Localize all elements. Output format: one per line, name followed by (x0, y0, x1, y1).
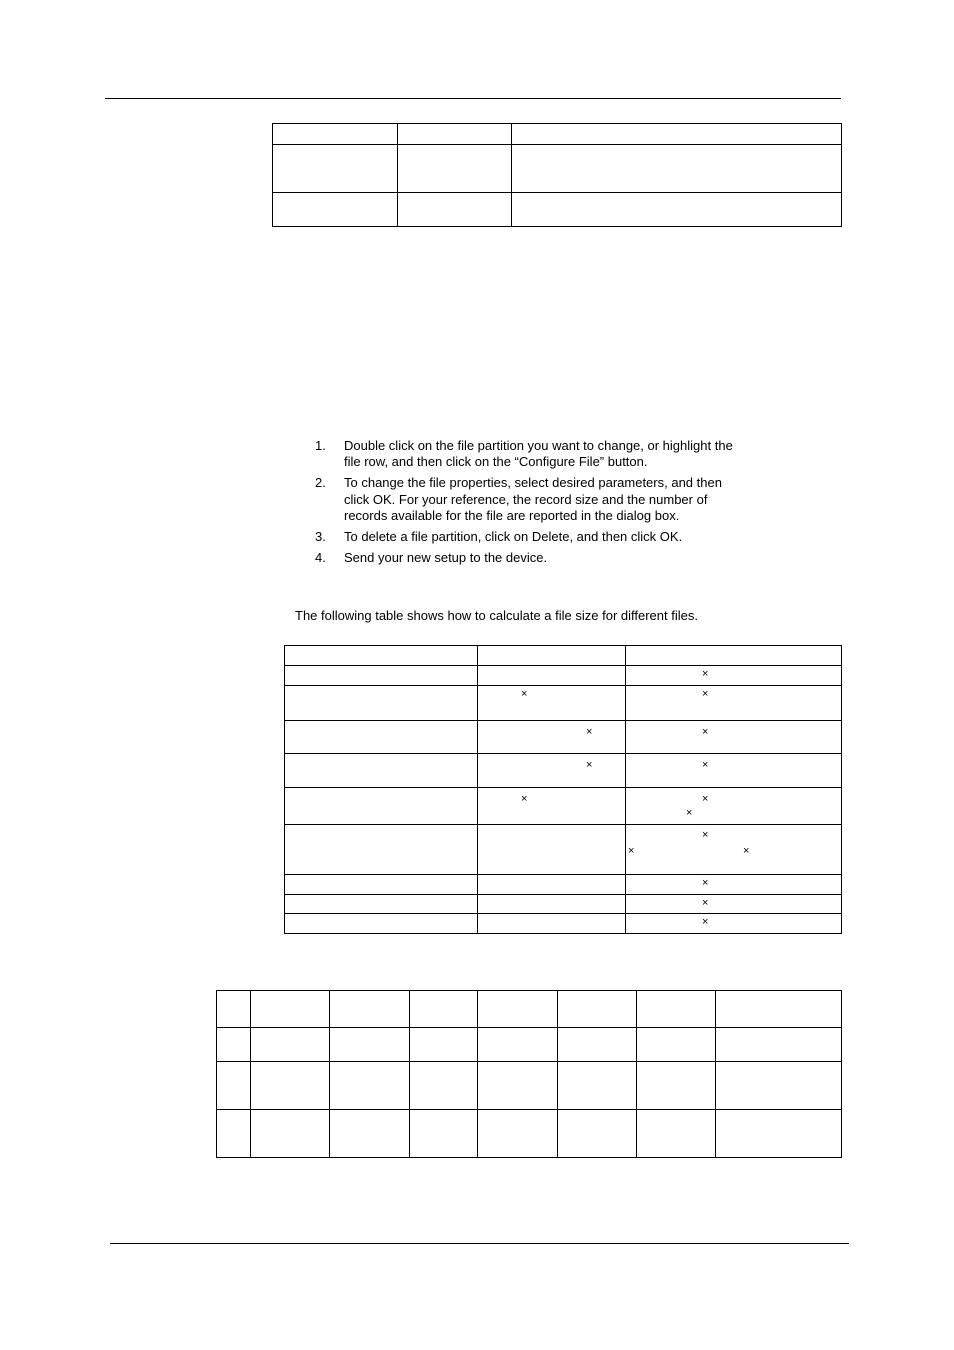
step-text: To delete a file partition, click on Delete, and then click OK. (344, 529, 683, 545)
file-size-table (284, 645, 842, 934)
times-sign: × (628, 845, 635, 857)
table-row (273, 193, 842, 227)
list-item (313, 438, 743, 471)
times-sign: × (702, 726, 709, 738)
table-row (217, 1110, 842, 1158)
table-row (285, 754, 842, 788)
times-sign: × (702, 668, 709, 680)
table-header-row (285, 646, 842, 666)
list-item (313, 550, 743, 566)
times-sign: × (702, 829, 709, 841)
times-sign: × (586, 726, 593, 738)
configure-file-steps (313, 438, 743, 571)
times-sign: × (586, 759, 593, 771)
header-rule (105, 98, 841, 99)
file-partitions-table (216, 990, 842, 1158)
table-header-row (273, 124, 842, 145)
table-row (217, 1028, 842, 1062)
table-row (285, 895, 842, 914)
times-sign: × (702, 897, 709, 909)
table-row (285, 914, 842, 934)
step-text: Double click on the file partition you want to change, or highlight the file row, and then click on the “Configure File” button. (344, 438, 733, 470)
table-row (273, 145, 842, 193)
size-table-intro: The following table shows how to calculate a file size for different files. (295, 608, 698, 623)
list-item (313, 475, 743, 524)
table-row (285, 686, 842, 721)
table-row (285, 825, 842, 875)
table-row (217, 1062, 842, 1110)
times-sign: × (702, 793, 709, 805)
footer-rule (110, 1243, 849, 1244)
times-sign: × (702, 688, 709, 700)
table-row (285, 875, 842, 895)
step-number: 2. (315, 475, 326, 491)
times-sign: × (521, 688, 528, 700)
table-header-row (217, 991, 842, 1028)
partition-options-table (272, 123, 842, 227)
table-row (285, 788, 842, 825)
list-item (313, 529, 743, 545)
times-sign: × (702, 759, 709, 771)
step-text: To change the file properties, select desired parameters, and then click OK. For your reference, the record size and the number of records available for the file are reported in the dialog box. (344, 475, 722, 523)
step-number: 3. (315, 529, 326, 545)
step-number: 4. (315, 550, 326, 566)
step-text: Send your new setup to the device. (344, 550, 548, 566)
table-row (285, 721, 842, 754)
times-sign: × (702, 916, 709, 928)
times-sign: × (686, 807, 693, 819)
times-sign: × (521, 793, 528, 805)
table-row (285, 666, 842, 686)
times-sign: × (743, 845, 750, 857)
times-sign: × (702, 877, 709, 889)
step-number: 1. (315, 438, 326, 453)
